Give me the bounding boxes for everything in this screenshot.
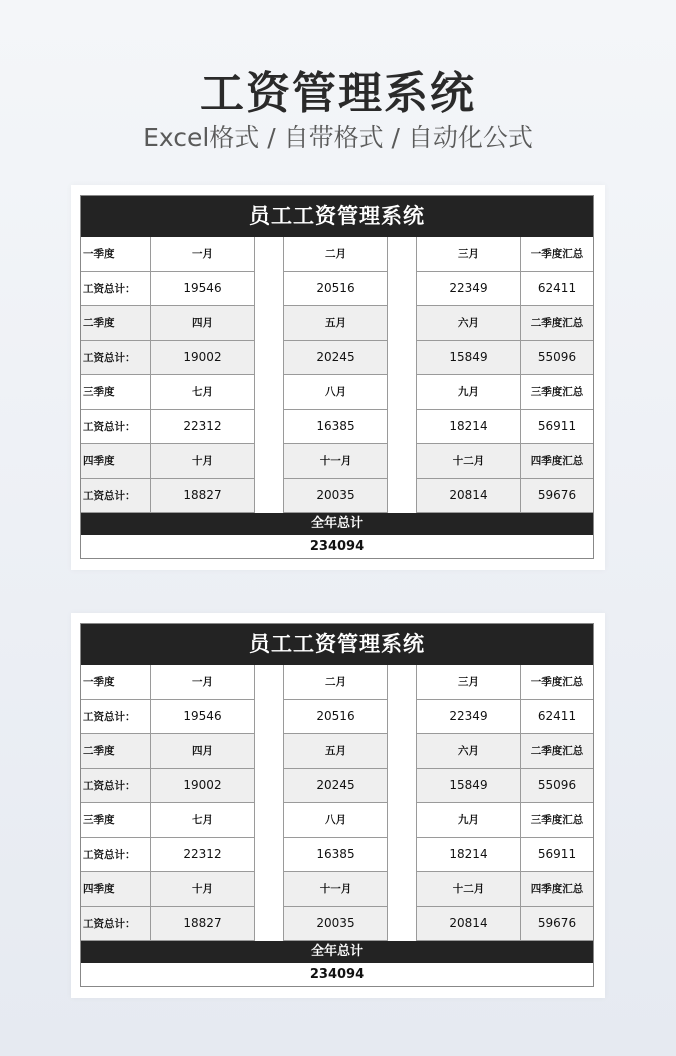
quarter-name: 一季度 <box>81 237 151 272</box>
page-title: 工资管理系统 <box>200 68 476 119</box>
quarter-header-row <box>81 306 593 341</box>
month-header: 十二月 <box>417 872 521 907</box>
month-header: 六月 <box>417 734 521 769</box>
column-spacer <box>255 872 284 907</box>
quarter-value-row <box>81 769 593 804</box>
quarter-value-row <box>81 700 593 735</box>
quarter-summary-header: 二季度汇总 <box>521 734 593 769</box>
page-subtitle: Excel格式 / 自带格式 / 自动化公式 <box>143 123 533 152</box>
quarter-summary-value: 56911 <box>521 410 593 445</box>
quarter-value-row <box>81 907 593 942</box>
column-spacer <box>388 838 417 873</box>
column-spacer <box>388 907 417 942</box>
month-header: 十月 <box>151 444 255 479</box>
column-spacer <box>388 479 417 514</box>
month-header: 六月 <box>417 306 521 341</box>
column-spacer <box>255 803 284 838</box>
month-salary-value: 18214 <box>417 838 521 873</box>
quarter-header-row <box>81 734 593 769</box>
month-header: 十二月 <box>417 444 521 479</box>
month-header: 四月 <box>151 734 255 769</box>
column-spacer <box>255 769 284 804</box>
annual-total-value: 234094 <box>81 535 593 558</box>
column-spacer <box>388 237 417 272</box>
month-salary-value: 18827 <box>151 907 255 942</box>
quarter-header-row <box>81 872 593 907</box>
month-header: 二月 <box>284 665 388 700</box>
quarter-grid <box>81 237 593 513</box>
salary-sheet <box>80 623 594 987</box>
quarter-summary-value: 55096 <box>521 769 593 804</box>
month-salary-value: 22349 <box>417 272 521 307</box>
quarter-summary-value: 59676 <box>521 907 593 942</box>
salary-sheet <box>80 195 594 559</box>
quarter-name: 二季度 <box>81 306 151 341</box>
month-salary-value: 19002 <box>151 769 255 804</box>
quarter-summary-header: 四季度汇总 <box>521 444 593 479</box>
month-salary-value: 20245 <box>284 341 388 376</box>
quarter-summary-header: 一季度汇总 <box>521 237 593 272</box>
quarter-header-row <box>81 665 593 700</box>
month-header: 十一月 <box>284 872 388 907</box>
month-salary-value: 19002 <box>151 341 255 376</box>
month-header: 七月 <box>151 375 255 410</box>
month-salary-value: 22312 <box>151 410 255 445</box>
month-header: 十一月 <box>284 444 388 479</box>
column-spacer <box>255 272 284 307</box>
month-salary-value: 20814 <box>417 479 521 514</box>
salary-total-label: 工资总计： <box>81 479 151 514</box>
month-header: 二月 <box>284 237 388 272</box>
column-spacer <box>388 872 417 907</box>
quarter-value-row <box>81 479 593 514</box>
column-spacer <box>388 665 417 700</box>
column-spacer <box>388 769 417 804</box>
quarter-summary-header: 一季度汇总 <box>521 665 593 700</box>
month-header: 一月 <box>151 237 255 272</box>
month-salary-value: 19546 <box>151 700 255 735</box>
month-salary-value: 20814 <box>417 907 521 942</box>
month-salary-value: 20245 <box>284 769 388 804</box>
column-spacer <box>255 700 284 735</box>
quarter-header-row <box>81 237 593 272</box>
salary-total-label: 工资总计： <box>81 907 151 942</box>
sheet-title: 员工工资管理系统 <box>81 624 593 665</box>
month-salary-value: 22312 <box>151 838 255 873</box>
quarter-header-row <box>81 375 593 410</box>
column-spacer <box>255 375 284 410</box>
column-spacer <box>388 272 417 307</box>
column-spacer <box>255 341 284 376</box>
column-spacer <box>388 306 417 341</box>
quarter-summary-header: 四季度汇总 <box>521 872 593 907</box>
quarter-value-row <box>81 410 593 445</box>
quarter-summary-value: 55096 <box>521 341 593 376</box>
month-salary-value: 20516 <box>284 272 388 307</box>
quarter-summary-value: 62411 <box>521 272 593 307</box>
month-salary-value: 16385 <box>284 838 388 873</box>
annual-total-label: 全年总计 <box>81 941 593 963</box>
quarter-summary-header: 三季度汇总 <box>521 375 593 410</box>
quarter-name: 三季度 <box>81 803 151 838</box>
column-spacer <box>255 838 284 873</box>
month-salary-value: 18214 <box>417 410 521 445</box>
column-spacer <box>255 237 284 272</box>
month-header: 八月 <box>284 375 388 410</box>
month-salary-value: 15849 <box>417 769 521 804</box>
column-spacer <box>255 444 284 479</box>
month-salary-value: 20035 <box>284 907 388 942</box>
quarter-name: 二季度 <box>81 734 151 769</box>
month-salary-value: 15849 <box>417 341 521 376</box>
column-spacer <box>255 410 284 445</box>
month-salary-value: 16385 <box>284 410 388 445</box>
quarter-summary-value: 62411 <box>521 700 593 735</box>
month-header: 三月 <box>417 665 521 700</box>
column-spacer <box>255 306 284 341</box>
column-spacer <box>255 734 284 769</box>
sheet-title: 员工工资管理系统 <box>81 196 593 237</box>
month-salary-value: 18827 <box>151 479 255 514</box>
column-spacer <box>388 803 417 838</box>
quarter-value-row <box>81 838 593 873</box>
salary-total-label: 工资总计： <box>81 272 151 307</box>
annual-total-label: 全年总计 <box>81 513 593 535</box>
column-spacer <box>255 479 284 514</box>
month-salary-value: 19546 <box>151 272 255 307</box>
salary-total-label: 工资总计： <box>81 341 151 376</box>
month-header: 五月 <box>284 306 388 341</box>
month-salary-value: 20516 <box>284 700 388 735</box>
column-spacer <box>388 700 417 735</box>
spreadsheet-preview-card <box>71 185 605 570</box>
column-spacer <box>388 410 417 445</box>
quarter-header-row <box>81 803 593 838</box>
month-salary-value: 22349 <box>417 700 521 735</box>
salary-total-label: 工资总计： <box>81 410 151 445</box>
quarter-header-row <box>81 444 593 479</box>
month-header: 五月 <box>284 734 388 769</box>
month-header: 一月 <box>151 665 255 700</box>
annual-total-value: 234094 <box>81 963 593 986</box>
column-spacer <box>388 375 417 410</box>
month-salary-value: 20035 <box>284 479 388 514</box>
column-spacer <box>255 907 284 942</box>
quarter-grid <box>81 665 593 941</box>
quarter-name: 一季度 <box>81 665 151 700</box>
column-spacer <box>255 665 284 700</box>
quarter-value-row <box>81 272 593 307</box>
month-header: 八月 <box>284 803 388 838</box>
month-header: 九月 <box>417 803 521 838</box>
month-header: 四月 <box>151 306 255 341</box>
quarter-summary-value: 56911 <box>521 838 593 873</box>
salary-total-label: 工资总计： <box>81 838 151 873</box>
quarter-name: 四季度 <box>81 872 151 907</box>
quarter-summary-header: 三季度汇总 <box>521 803 593 838</box>
quarter-name: 四季度 <box>81 444 151 479</box>
quarter-summary-value: 59676 <box>521 479 593 514</box>
column-spacer <box>388 734 417 769</box>
quarter-summary-header: 二季度汇总 <box>521 306 593 341</box>
month-header: 七月 <box>151 803 255 838</box>
column-spacer <box>388 444 417 479</box>
quarter-name: 三季度 <box>81 375 151 410</box>
salary-total-label: 工资总计： <box>81 700 151 735</box>
month-header: 九月 <box>417 375 521 410</box>
month-header: 三月 <box>417 237 521 272</box>
salary-total-label: 工资总计： <box>81 769 151 804</box>
column-spacer <box>388 341 417 376</box>
spreadsheet-preview-card <box>71 613 605 998</box>
month-header: 十月 <box>151 872 255 907</box>
quarter-value-row <box>81 341 593 376</box>
